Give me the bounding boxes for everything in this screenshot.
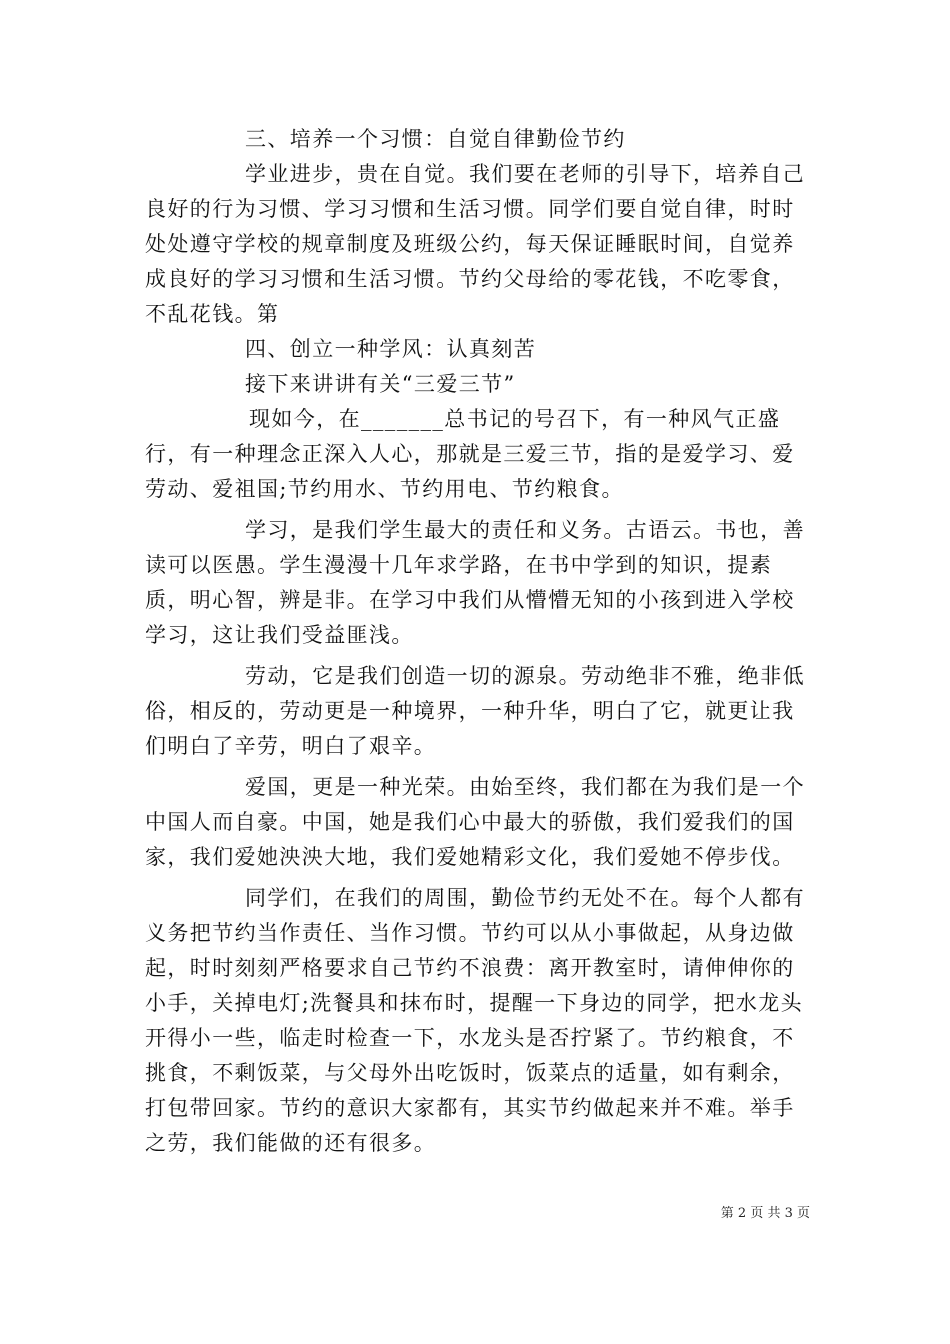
section-heading-three: 三、培养一个习惯：自觉自律勤俭节约 [245, 127, 626, 151]
document-body [145, 122, 811, 1161]
section-heading-four: 四、创立一种学风：认真刻苦 [245, 337, 537, 361]
paragraph-nowadays: 现如今，在_______总书记的号召下，有一种风气正盛行，有一种理念正深入人心，那就是三爱三节，指的是爱学习、爱劳动、爱祖国;节约用水、节约用电、节约粮食。 [145, 407, 795, 501]
paragraph-study: 学习，是我们学生最大的责任和义务。古语云。书也，善读可以医愚。学生漫漫十几年求学路，在书中学到的知识，提素质，明心智，辨是非。在学习中我们从懵懵无知的小孩到进入学校学习，这让我们受益匪浅。 [145, 518, 805, 647]
paragraph-self-discipline: 学业进步，贵在自觉。我们要在老师的引导下，培养自己良好的行为习惯、学习习惯和生活习惯。同学们要自觉自律，时时处处遵守学校的规章制度及班级公约，每天保证睡眠时间，自觉养成良好的学习习惯和生活习惯。节约父母给的零花钱，不吃零食，不乱花钱。第 [145, 162, 805, 326]
paragraph-intro-three-loves: 接下来讲讲有关“三爱三节” [245, 372, 516, 396]
paragraph-thrift: 同学们，在我们的周围，勤俭节约无处不在。每个人都有义务把节约当作责任、当作习惯。节约可以从小事做起，从身边做起，时时刻刻严格要求自己节约不浪费：离开教室时，请伸伸你的小手，关掉电灯;洗餐具和抹布时，提醒一下身边的同学，把水龙头开得小一些，临走时检查一下，水龙头是否拧紧了。节约粮食，不挑食，不剩饭菜，与父母外出吃饭时，饭菜点的适量，如有剩余，打包带回家。节约的意识大家都有，其实节约做起来并不难。举手之劳，我们能做的还有很多。 [145, 886, 805, 1155]
paragraph-labor: 劳动，它是我们创造一切的源泉。劳动绝非不雅，绝非低俗，相反的，劳动更是一种境界，一种升华，明白了它，就更让我们明白了辛劳，明白了艰辛。 [145, 664, 805, 758]
paragraph-patriotism: 爱国，更是一种光荣。由始至终，我们都在为我们是一个中国人而自豪。中国，她是我们心中最大的骄傲，我们爱我们的国家，我们爱她泱泱大地，我们爱她精彩文化，我们爱她不停步伐。 [145, 775, 805, 869]
page-number: 第 2 页 共 3 页 [720, 1206, 810, 1221]
